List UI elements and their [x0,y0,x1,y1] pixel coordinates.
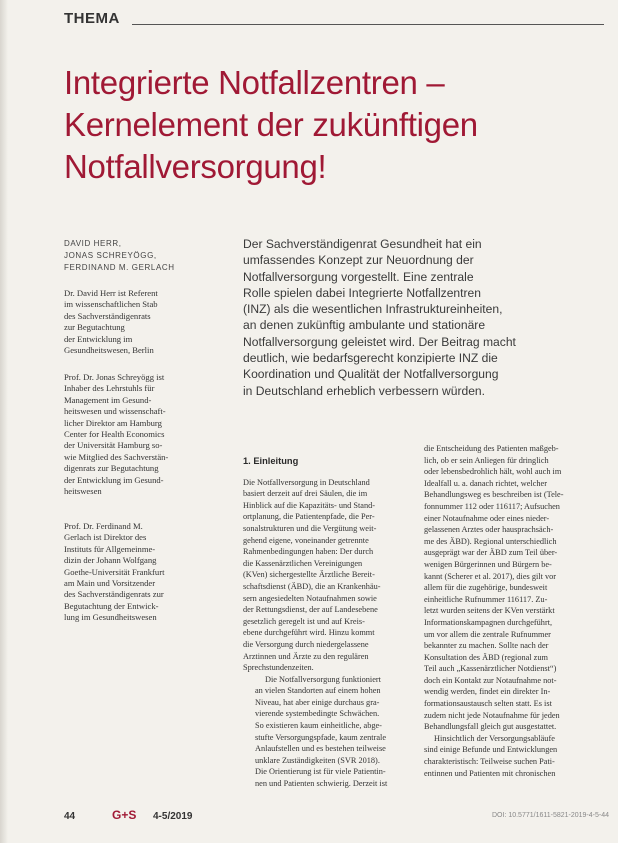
author-bio-herr [64,288,196,356]
section-rule [132,24,604,25]
text-line: wendig werden, findet ein direkter In- [424,687,551,697]
author-name: DAVID HERR, [64,239,122,248]
author-name: JONAS SCHREYÖGG, [64,251,157,260]
article-title [64,62,564,188]
text-line: (INZ) als die wesentlichen Infrastruktureinheiten, [243,302,503,317]
text-line: heitswesen [64,486,102,497]
text-line: sonalstrukturen und die Vergütung weit- [243,523,377,533]
title-line: Kernelement der zukünftigen [64,106,478,143]
text-line: des Sachverständigenrats zur [64,589,164,600]
text-line: Management im Gesund- [64,394,152,405]
text-line: Center for Health Economics [64,429,165,440]
text-line: Prof. Dr. Jonas Schreyögg ist [64,372,165,382]
text-line: Notfallversorgung geleistet wird. Der Beitrag macht [243,334,516,349]
text-line: Niveau, hat aber einige durchaus gra- [255,697,380,707]
text-line: heitswesen und wissenschaft- [64,406,166,417]
text-line: der Universität Hamburg so- [64,440,163,451]
text-line: ausgeprägt war der ÄBD zum Teil über- [424,548,558,558]
text-line: der Entwicklung im [64,333,133,344]
text-line: Notfallversorgung vorgestellt. Eine zentrale [243,269,474,284]
text-line: Die Notfallversorgung funktioniert [265,674,381,684]
text-line: sern angesiedelten Notaufnahmen sowie [243,593,377,603]
text-line: Gerlach ist Direktor des [64,532,147,543]
text-line: Prof. Dr. Ferdinand M. [64,521,143,531]
text-line: Konsultation des ÄBD (regional zum [424,652,548,662]
text-line: nen und Patienten schwierig. Derzeit ist [255,779,388,789]
author-bio-gerlach [64,521,196,624]
text-line: Hinsichtlich der Versorgungsabläufe [434,733,555,743]
text-line: Anlaufstellen und es bestehen teilweise [255,744,386,754]
text-line: letzt wurden seitens der KVen verstärkt [424,606,555,616]
page-number: 44 [64,811,76,822]
text-line: umfassendes Konzept zur Neuordnung der [243,253,474,268]
page-footer [64,806,609,826]
article-abstract [243,236,563,399]
text-line: im wissenschaftlichen Stab [64,299,158,310]
text-line: gelassenen Arztes oder hausprachsäch- [424,525,554,535]
section-label: THEMA [64,10,120,27]
author-list [64,238,224,274]
text-line: charakteristisch: Teilweise suchen Pati- [424,757,555,767]
text-line: gehend eigene, voneinander getrennte [243,535,369,545]
text-line: Idealfall u. a. danach richtet, welcher [424,478,548,488]
text-line: um vor allem die zentrale Rufnummer [424,629,551,639]
text-line: deutlich, wie bedarfsgerecht konzipierte INZ die [243,351,498,366]
text-line: kannt (Scherer et al. 2017), dies gilt vor [424,571,557,581]
text-line: wenigen Bürgerinnen und Bürgern be- [424,559,552,569]
text-line: oder lebensbedrohlich hält, wohl auch im [424,467,562,477]
text-line: der Rettungsdienst, der auf Landesebene [243,605,378,615]
title-line: Integrierte Notfallzentren – [64,64,445,101]
text-line: Der Sachverständigenrat Gesundheit hat ein [243,237,482,251]
text-line: licher Direktor am Hamburg [64,417,162,428]
text-line: Begutachtung der Entwick- [64,600,159,611]
section-header [64,6,604,30]
doi-text: DOI: 10.5771/1611-5821-2019-4-5-44 [491,812,609,819]
text-line: unklare Zuständigkeiten (SVR 2018). [255,755,380,765]
text-line: me des ÄBD). Regional unterschiedlich [424,536,557,546]
text-line: an denen zukünftig ambulante und stationäre [243,318,486,333]
text-line: zudem nicht jede Notaufnahme für jeden [424,710,560,720]
body-column-left [243,456,397,790]
text-line: einer Notaufnahme oder eines nieder- [424,513,550,523]
text-line: gesetzlich geregelt ist und auf Kreis- [243,616,365,626]
text-line: lich, ob er sein Anliegen für dringlich [424,455,549,465]
text-line: die Versorgung durch niedergelassene [243,639,369,649]
text-line: der Entwicklung im Gesund- [64,474,164,485]
text-line: Arztinnen und Ärzte zu den regulären [243,651,369,661]
text-line: digenrats zur Begutachtung [64,463,159,474]
paragraph [243,674,397,790]
text-line: in Deutschland erheblich verbessern würden. [243,383,486,398]
text-line: basiert derzeit auf drei Säulen, die im [243,489,368,499]
text-line: Rahmenbedingungen haben: Der durch [243,547,374,557]
text-line: Goethe-Universität Frankfurt [64,566,165,577]
text-line: einheitliche Rufnummer 116117. Zu- [424,594,548,604]
text-line: lung im Gesundheitswesen [64,612,157,623]
author-bio-schreyoegg [64,372,196,497]
title-line: Notfallversorgung! [64,148,327,185]
text-line: doch ein Kontakt zur Notaufnahme not- [424,675,557,685]
text-line: vierende systembedingte Schwächen. [255,709,380,719]
paragraph [424,443,578,733]
text-line: die Entscheidung des Patienten maßgeb- [424,444,559,453]
paragraph [243,477,397,674]
text-line: Dr. David Herr ist Referent [64,288,158,298]
text-line: Behandlungsweg es beschreiben ist (Tele- [424,490,564,500]
text-line: (KVen) sichergestellte Ärztliche Bereit- [243,570,375,580]
text-line: zur Begutachtung [64,322,125,333]
body-column-right [424,443,578,779]
text-line: Informationskampagnen durchgeführt, [424,617,553,627]
paragraph [424,733,578,779]
text-line: Behandlungsfall gleich gut ausgestattet. [424,722,557,732]
text-line: Hinblick auf die Kapazitäts- und Stand- [243,500,376,510]
text-line: sind einige Befunde und Entwicklungen [424,745,558,755]
text-line: fonnummer 112 oder 116117; Aufsuchen [424,501,560,511]
text-line: des Sachverständigenrats [64,310,151,321]
text-line: Sprechstundenzeiten. [243,663,314,673]
text-line: ortplanung, die Patientenpfade, die Per- [243,512,375,522]
text-line: am Main und Vorsitzender [64,578,156,589]
text-line: ebene durchgeführt wird. Hinzu kommt [243,628,375,638]
text-line: Teil auch „Kassenärztlicher Notdienst“) [424,664,557,674]
text-line: Instituts für Allgemeinme- [64,543,156,554]
paper-edge-shadow [0,0,8,843]
journal-logo: G+S [112,808,137,822]
text-line: bekannter zu machen. Sollte nach der [424,641,549,651]
issue-number: 4-5/2019 [153,811,193,822]
text-line: Gesundheitswesen, Berlin [64,345,154,356]
section-heading: 1. Einleitung [243,456,299,466]
text-line: Rolle spielen dabei Integrierte Notfallzentren [243,285,481,300]
text-line: die Kassenärztlichen Vereinigungen [243,558,363,568]
text-line: stufte Versorgungspfade, kaum zentrale [255,732,387,742]
text-line: Die Notfallversorgung in Deutschland [243,477,370,487]
text-line: schaftsdienst (ÄBD), die an Krankenhäu- [243,581,381,591]
text-line: allem für die zugehörige, bundesweit [424,583,548,593]
text-line: formationsaustausch selten statt. Es ist [424,699,552,709]
text-line: Koordination und Qualität der Notfallversorgung [243,367,499,382]
text-line: dizin der Johann Wolfgang [64,555,157,566]
text-line: Inhaber des Lehrstuhls für [64,383,155,394]
author-name: FERDINAND M. GERLACH [64,263,175,272]
text-line: So existieren kaum einheitliche, abge- [255,721,382,731]
text-line: wie Mitglied des Sachverstän- [64,451,169,462]
text-line: Die Orientierung ist für viele Patientin- [255,767,386,777]
text-line: an vielen Standorten auf einem hohen [255,686,381,696]
text-line: entinnen und Patienten mit chronischen [424,768,556,778]
